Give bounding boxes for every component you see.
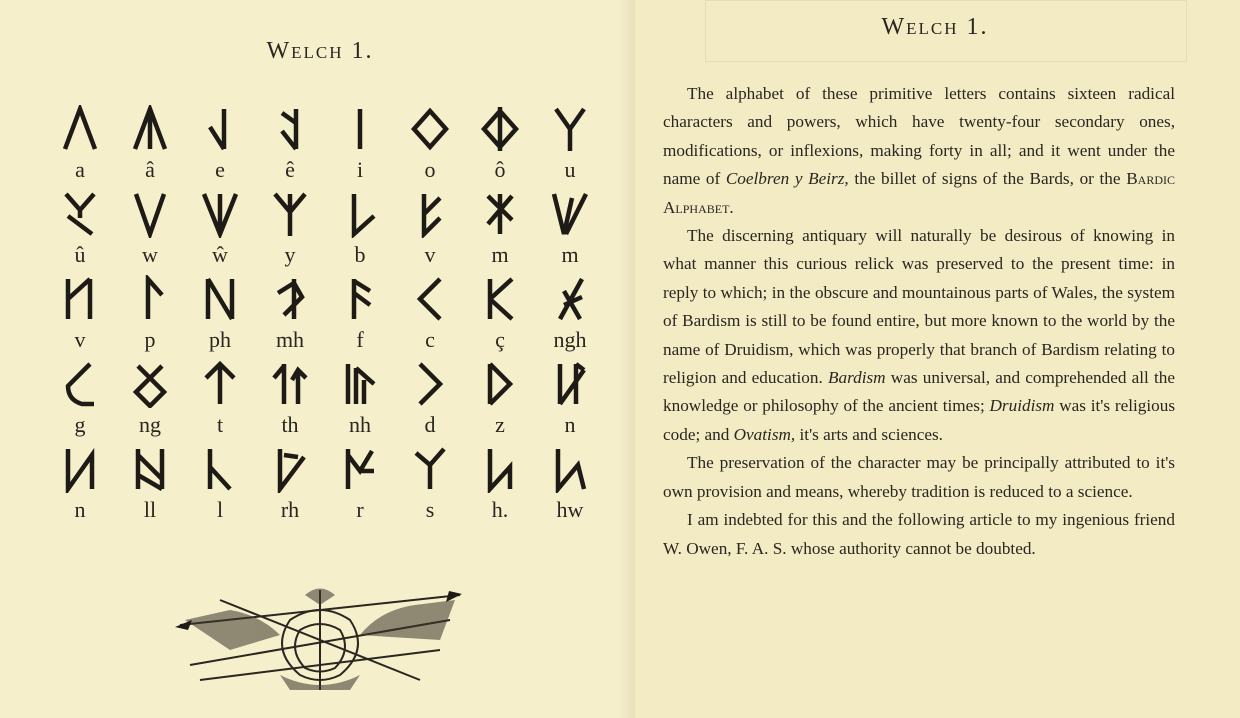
alphabet-cell bbox=[395, 105, 465, 190]
alphabet-cell bbox=[395, 445, 465, 530]
latin-letter-label: h. bbox=[491, 497, 509, 522]
alphabet-cell bbox=[465, 445, 535, 530]
alphabet-cell bbox=[45, 360, 115, 445]
latin-letter-label: r bbox=[356, 497, 364, 522]
s-rune-icon bbox=[410, 445, 450, 493]
latin-letter-label: u bbox=[564, 157, 576, 182]
latin-letter-label: p bbox=[144, 327, 156, 352]
latin-letter-label: nh bbox=[349, 412, 371, 437]
t-rune-icon bbox=[200, 360, 240, 408]
alphabet-cell bbox=[395, 275, 465, 360]
latin-letter-label: n bbox=[564, 412, 576, 437]
y-rune-icon bbox=[270, 190, 310, 238]
latin-letter-label: ng bbox=[139, 412, 161, 437]
alphabet-cell bbox=[45, 445, 115, 530]
l-rune-icon bbox=[200, 445, 240, 493]
alphabet-cell bbox=[185, 190, 255, 275]
alphabet-cell bbox=[325, 190, 395, 275]
latin-letter-label: û bbox=[74, 242, 86, 267]
alphabet-cell bbox=[465, 190, 535, 275]
latin-letter-label: hw bbox=[556, 497, 584, 522]
right-page-title: Welch 1. bbox=[881, 14, 989, 40]
hw-rune-icon bbox=[550, 445, 590, 493]
latin-letter-label: d bbox=[424, 412, 436, 437]
latin-letter-label: f bbox=[356, 327, 364, 352]
m-rune-icon bbox=[480, 190, 520, 238]
v-alt-rune-icon bbox=[60, 275, 100, 323]
alphabet-cell bbox=[45, 190, 115, 275]
alphabet-cell bbox=[115, 360, 185, 445]
latin-letter-label: o bbox=[424, 157, 436, 182]
alphabet-cell bbox=[535, 360, 605, 445]
latin-letter-label: z bbox=[495, 412, 505, 437]
alphabet-cell bbox=[395, 360, 465, 445]
c-cedilla-rune-icon bbox=[480, 275, 520, 323]
italic-text: Coelbren y Beirz, bbox=[725, 169, 849, 189]
latin-letter-label: t bbox=[216, 412, 224, 437]
latin-letter-label: v bbox=[424, 242, 436, 267]
alphabet-cell bbox=[255, 190, 325, 275]
e-circumflex-rune-icon bbox=[270, 105, 310, 153]
alphabet-cell bbox=[115, 105, 185, 190]
text-run: was it's religious code; and bbox=[663, 396, 1176, 444]
nh-rune-icon bbox=[340, 360, 380, 408]
latin-letter-label: â bbox=[145, 157, 155, 182]
right-page bbox=[635, 0, 1240, 718]
latin-letter-label: ç bbox=[495, 327, 505, 352]
d-rune-icon bbox=[410, 360, 450, 408]
rh-rune-icon bbox=[270, 445, 310, 493]
g-rune-icon bbox=[60, 360, 100, 408]
latin-letter-label: ê bbox=[285, 157, 295, 182]
latin-letter-label: b bbox=[354, 242, 366, 267]
text-run: was universal, and comprehended all the knowledge or philosophy of the ancient times; bbox=[663, 368, 1175, 416]
latin-letter-label: n bbox=[74, 497, 86, 522]
latin-letter-label: a bbox=[75, 157, 85, 182]
latin-letter-label: ll bbox=[143, 497, 157, 522]
text-run: The discerning antiquary will naturally be desirous of knowing in what manner this curious relick was preserved to the present time: in reply to which; in the obscure and mountainous parts of Wales, the system of Bardism is still to be found entire, but more known to the world by the name of Druidism, which was properly that branch of Bardism relating to religion and education. bbox=[663, 226, 1175, 388]
alphabet-cell bbox=[535, 275, 605, 360]
n-rune-icon bbox=[550, 360, 590, 408]
text-run: The alphabet of these primitive letters contains sixteen radical characters and powers, which have twenty-four secondary ones, modifications, or inflexions, making forty in all; and it went under the name of bbox=[663, 84, 1175, 189]
latin-letter-label: y bbox=[284, 242, 296, 267]
h-rune-icon bbox=[480, 445, 520, 493]
o-circumflex-rune-icon bbox=[480, 105, 520, 153]
body-paragraph bbox=[663, 506, 1175, 563]
latin-letter-label: rh bbox=[280, 497, 300, 522]
alphabet-cell bbox=[465, 275, 535, 360]
latin-letter-label: g bbox=[74, 412, 86, 437]
n-alt-rune-icon bbox=[60, 445, 100, 493]
alphabet-cell bbox=[115, 445, 185, 530]
alphabet-cell bbox=[465, 105, 535, 190]
latin-letter-label: th bbox=[281, 412, 299, 437]
italic-text: Druidism bbox=[989, 396, 1055, 416]
alphabet-cell bbox=[45, 105, 115, 190]
italic-text: Bardism bbox=[827, 368, 886, 388]
a-circumflex-rune-icon bbox=[130, 105, 170, 153]
italic-text: Ovatism, bbox=[733, 424, 796, 444]
alphabet-cell bbox=[395, 190, 465, 275]
body-paragraph bbox=[663, 222, 1175, 449]
alphabet-cell bbox=[185, 360, 255, 445]
welch-alphabet-table bbox=[45, 105, 605, 530]
latin-letter-label: ngh bbox=[553, 327, 587, 352]
left-page-title: Welch 1. bbox=[266, 38, 374, 64]
v-rune-icon bbox=[410, 190, 450, 238]
body-paragraph bbox=[663, 80, 1175, 222]
alphabet-cell bbox=[465, 360, 535, 445]
alphabet-cell bbox=[325, 275, 395, 360]
mh-rune-icon bbox=[270, 275, 310, 323]
latin-letter-label: s bbox=[425, 497, 435, 522]
latin-letter-label: ph bbox=[209, 327, 231, 352]
alphabet-cell bbox=[325, 105, 395, 190]
latin-letter-label: c bbox=[425, 327, 435, 352]
alphabet-cell bbox=[255, 445, 325, 530]
body-text bbox=[663, 80, 1175, 563]
e-rune-icon bbox=[200, 105, 240, 153]
latin-letter-label: i bbox=[356, 157, 364, 182]
u-rune-icon bbox=[550, 105, 590, 153]
alphabet-cell bbox=[45, 275, 115, 360]
latin-letter-label: e bbox=[215, 157, 225, 182]
alphabet-cell bbox=[255, 275, 325, 360]
body-paragraph bbox=[663, 449, 1175, 506]
alphabet-cell bbox=[115, 190, 185, 275]
p-rune-icon bbox=[130, 275, 170, 323]
alphabet-cell bbox=[185, 105, 255, 190]
ph-rune-icon bbox=[200, 275, 240, 323]
latin-letter-label: ŵ bbox=[212, 242, 228, 267]
z-rune-icon bbox=[480, 360, 520, 408]
ll-rune-icon bbox=[130, 445, 170, 493]
m-alt-rune-icon bbox=[550, 190, 590, 238]
alphabet-cell bbox=[535, 105, 605, 190]
f-rune-icon bbox=[340, 275, 380, 323]
alphabet-cell bbox=[255, 105, 325, 190]
trophy-of-arms-ornament bbox=[170, 580, 470, 695]
a-rune-icon bbox=[60, 105, 100, 153]
alphabet-cell bbox=[115, 275, 185, 360]
latin-letter-label: ô bbox=[494, 157, 506, 182]
alphabet-cell bbox=[185, 275, 255, 360]
alphabet-cell bbox=[325, 360, 395, 445]
th-rune-icon bbox=[270, 360, 310, 408]
alphabet-cell bbox=[535, 190, 605, 275]
ng-rune-icon bbox=[130, 360, 170, 408]
text-run: The preservation of the character may be principally attributed to it's own provision and means, whereby tradition is reduced to a science. bbox=[663, 453, 1175, 501]
alphabet-cell bbox=[535, 445, 605, 530]
ngh-rune-icon bbox=[550, 275, 590, 323]
w-rune-icon bbox=[130, 190, 170, 238]
text-run: Bardic Alphabet. bbox=[663, 169, 1175, 217]
text-run: it's arts and sciences. bbox=[795, 424, 943, 444]
r-rune-icon bbox=[340, 445, 380, 493]
text-run: I am indebted for this and the following article to my ingenious friend W. Owen, F. A. S. whose authority cannot be doubted. bbox=[663, 510, 1175, 558]
o-rune-icon bbox=[410, 105, 450, 153]
b-rune-icon bbox=[340, 190, 380, 238]
latin-letter-label: m bbox=[561, 242, 579, 267]
alphabet-cell bbox=[185, 445, 255, 530]
latin-letter-label: l bbox=[216, 497, 224, 522]
u-circumflex-rune-icon bbox=[60, 190, 100, 238]
alphabet-cell bbox=[255, 360, 325, 445]
latin-letter-label: v bbox=[74, 327, 86, 352]
alphabet-cell bbox=[325, 445, 395, 530]
latin-letter-label: w bbox=[142, 242, 158, 267]
latin-letter-label: m bbox=[491, 242, 509, 267]
text-run: the billet of signs of the Bards, or the bbox=[848, 169, 1127, 189]
latin-letter-label: mh bbox=[275, 327, 305, 352]
w-circumflex-rune-icon bbox=[200, 190, 240, 238]
i-rune-icon bbox=[340, 105, 380, 153]
c-rune-icon bbox=[410, 275, 450, 323]
